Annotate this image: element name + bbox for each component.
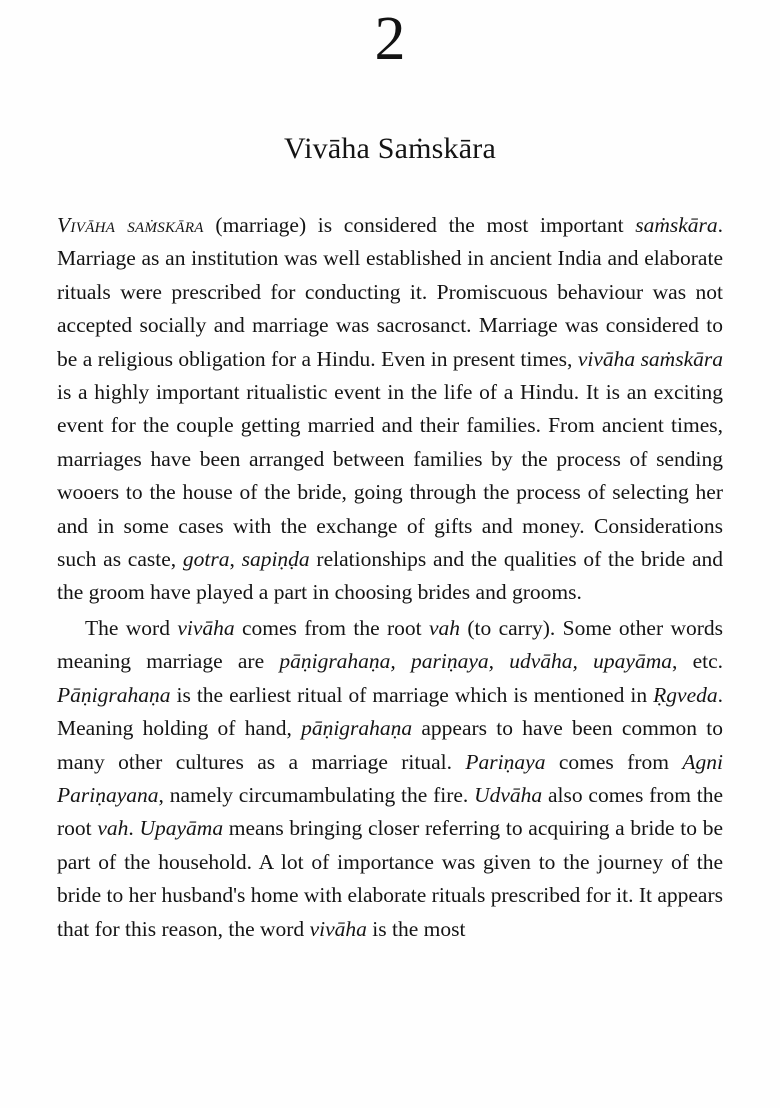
italic-term: Pariṇaya — [465, 749, 546, 774]
italic-term: Agni Pariṇayana — [57, 749, 723, 807]
italic-term: vah — [428, 615, 461, 640]
italic-term: saṁskāra — [635, 213, 718, 237]
italic-term: Pāṇigrahaṇa — [57, 682, 171, 707]
italic-term: pāṇigrahaṇa, pariṇaya, udvāha, upayāma — [279, 649, 672, 674]
italic-term: Udvāha — [474, 782, 543, 807]
italic-term: Ṛgveda — [653, 682, 718, 707]
chapter-title: Vivāha Saṁskāra — [284, 132, 496, 165]
italic-term: sapiṇḍa — [241, 547, 310, 572]
italic-term: pāṇigrahaṇa — [301, 716, 413, 741]
italic-term: vivāha — [177, 615, 235, 640]
italic-term: Upayāma — [139, 816, 224, 841]
paragraph: The word vivāha comes from the root vah (to carry). Some other words meaning marriage are pāṇigrahaṇa, pariṇaya, udvāha, upayāma, etc. Pāṇigrahaṇa is the earliest ritual of marriage which is mentioned in Ṛgveda. Meaning holding of hand, pāṇigrahaṇa appears to have been common to many other cultures as a marriage ritual. Pariṇaya comes from Agni Pariṇayana, namely circumambulating the fire. Udvāha also comes from the root vah. Upayāma means bringing closer referring to acquiring a bride to be part of the household. A lot of importance was given to the journey of the bride to her husband's home with elaborate rituals prescribed for it. It appears that for this reason, the word vivāha is the most — [57, 615, 724, 941]
italic-term: vah — [97, 816, 129, 841]
paragraph: Vivāha saṁskāra (marriage) is considered the most important saṁskāra. Marriage as an institution was well established in ancient India and elaborate rituals were prescribed for conducting it. Promiscuous behaviour was not accepted socially and marriage was sacrosanct. Marriage was considered to be a religious obligation for a Hindu. Even in present times, vivāha saṁskāra is a highly important ritualistic event in the life of a Hindu. It is an exciting event for the couple getting married and their families. From ancient times, marriages have been arranged between families by the process of sending wooers to the house of the bride, going through the process of selecting her and in some cases with the exchange of gifts and money. Considerations such as caste, gotra, sapiṇḍa relationships and the qualities of the bride and the groom have played a part in choosing brides and grooms. — [57, 213, 724, 605]
body-text — [57, 165, 723, 946]
italic-term: vivāha — [309, 916, 367, 941]
chapter-number: 2 — [374, 5, 406, 73]
italic-term: vivāha saṁskāra — [577, 346, 723, 371]
small-caps-opening: Vivāha saṁskāra — [57, 213, 204, 237]
italic-term: gotra — [182, 547, 230, 572]
